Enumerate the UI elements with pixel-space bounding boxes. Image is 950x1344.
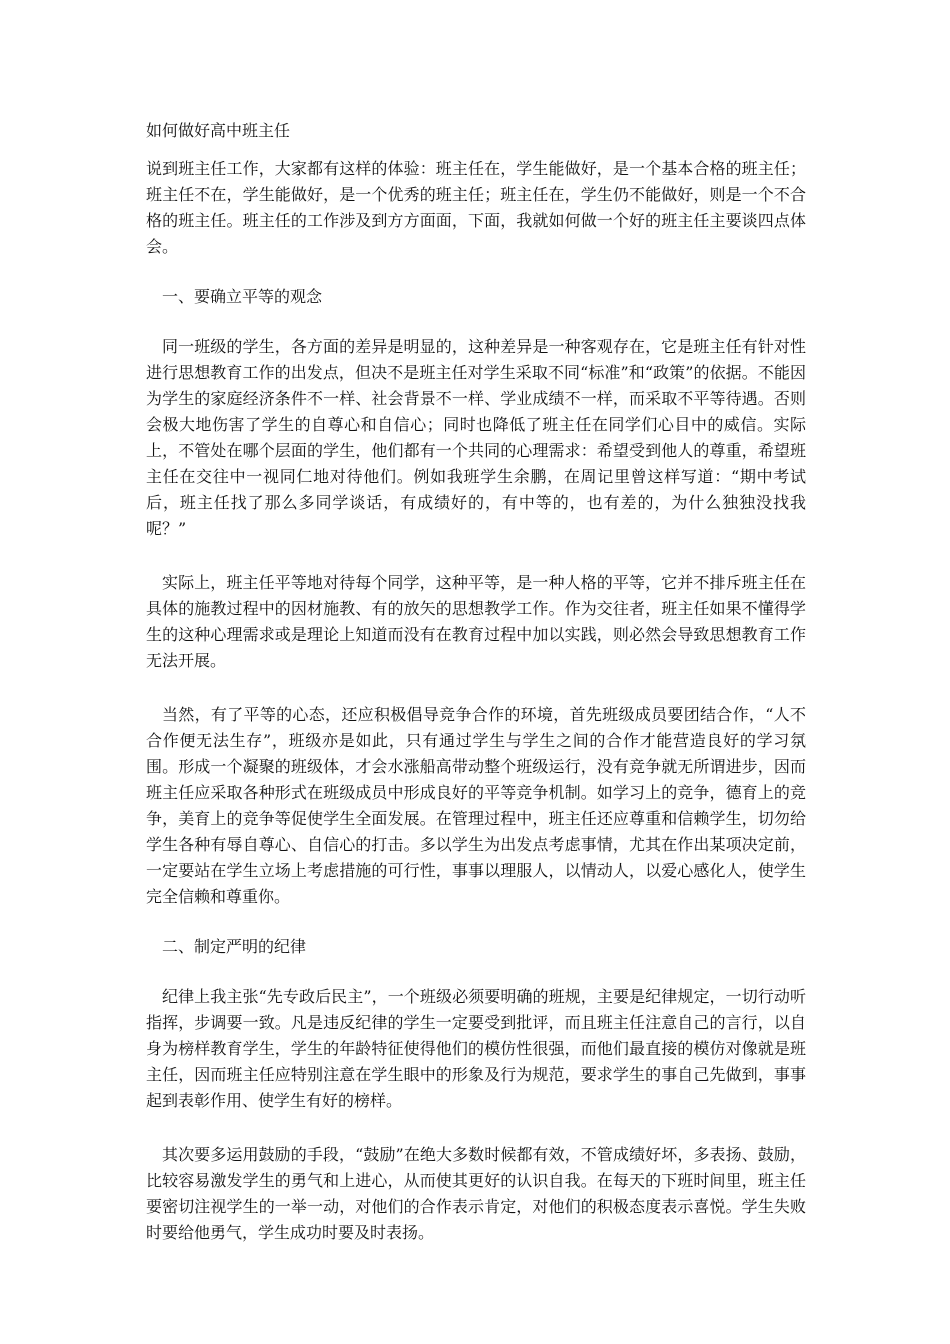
document-page xyxy=(146,118,806,1246)
section-1-paragraph-3: 当然，有了平等的心态，还应积极倡导竞争合作的环境，首先班级成员要团结合作，“人不合作便无法生存”，班级亦是如此，只有通过学生与学生之间的合作才能营造良好的学习氛围。形成一个凝聚的班级体，才会水涨船高带动整个班级运行，没有竞争就无所谓进步，因而班主任应采取各种形式在班级成员中形成良好的平等竞争机制。如学习上的竞争，德育上的竞争，美育上的竞争等促使学生全面发展。在管理过程中，班主任还应尊重和信赖学生，切勿给学生各种有辱自尊心、自信心的打击。多以学生为出发点考虑事情，尤其在作出某项决定前，一定要站在学生立场上考虑措施的可行性，事事以理服人，以情动人，以爱心感化人，使学生完全信赖和尊重你。 xyxy=(146,705,806,906)
spacer xyxy=(146,144,806,156)
section-2-paragraph-2: 其次要多运用鼓励的手段，“鼓励”在绝大多数时候都有效，不管成绩好坏，多表扬、鼓励，比较容易激发学生的勇气和上进心，从而使其更好的认识自我。在每天的下班时间里，班主任要密切注视学生的一举一动，对他们的合作表示肯定，对他们的积极态度表示喜悦。学生失败时要给他勇气，学生成功时要及时表扬。 xyxy=(146,1145,806,1242)
spacer xyxy=(146,910,806,934)
spacer xyxy=(146,674,806,702)
section-2-paragraph-1: 纪律上我主张“先专政后民主”，一个班级必须要明确的班规，主要是纪律规定，一切行动听指挥，步调要一致。凡是违反纪律的学生一定要受到批评，而且班主任注意自己的言行，以自身为榜样教育学生，学生的年龄特征使得他们的模仿性很强，而他们最直接的模仿对像就是班主任，因而班主任应特别注意在学生眼中的形象及行为规范，要求学生的事自己先做到，事事起到表彰作用、使学生有好的榜样。 xyxy=(146,987,806,1110)
section-1-paragraph-2: 实际上，班主任平等地对待每个同学，这种平等，是一种人格的平等，它并不排斥班主任在具体的施教过程中的因材施教、有的放矢的思想教学工作。作为交往者，班主任如果不懂得学生的这种心理需求或是理论上知道而没有在教育过程中加以实践，则必然会导致思想教育工作无法开展。 xyxy=(146,573,806,670)
section-1-paragraph-1: 同一班级的学生，各方面的差异是明显的，这种差异是一种客观存在，它是班主任有针对性进行思想教育工作的出发点，但决不是班主任对学生采取不同“标准”和“政策”的依据。不能因为学生的家庭经济条件不一样、社会背景不一样、学业成绩不一样，而采取不平等待遇。否则会极大地伤害了学生的自尊心和自信心；同时也降低了班主任在同学们心目中的威信。实际上，不管处在哪个层面的学生，他们都有一个共同的心理需求：希望受到他人的尊重，希望班主任在交往中一视同仁地对待他们。例如我班学生余鹏，在周记里曾这样写道：“期中考试后，班主任找了那么多同学谈话，有成绩好的，有中等的，也有差的，为什么独独没找我呢？” xyxy=(146,337,806,538)
intro-paragraph: 说到班主任工作，大家都有这样的体验：班主任在，学生能做好，是一个基本合格的班主任；班主任不在，学生能做好，是一个优秀的班主任；班主任在，学生仍不能做好，则是一个不合格的班主任。班主任的工作涉及到方方面面，下面，我就如何做一个好的班主任主要谈四点体会。 xyxy=(146,159,806,256)
spacer xyxy=(146,260,806,284)
spacer xyxy=(146,542,806,570)
section-1-heading: 一、要确立平等的观念 xyxy=(162,287,323,306)
spacer xyxy=(146,310,806,334)
spacer xyxy=(146,1114,806,1142)
spacer xyxy=(146,960,806,984)
section-2-heading: 二、制定严明的纪律 xyxy=(162,937,307,956)
document-title: 如何做好高中班主任 xyxy=(146,121,291,140)
